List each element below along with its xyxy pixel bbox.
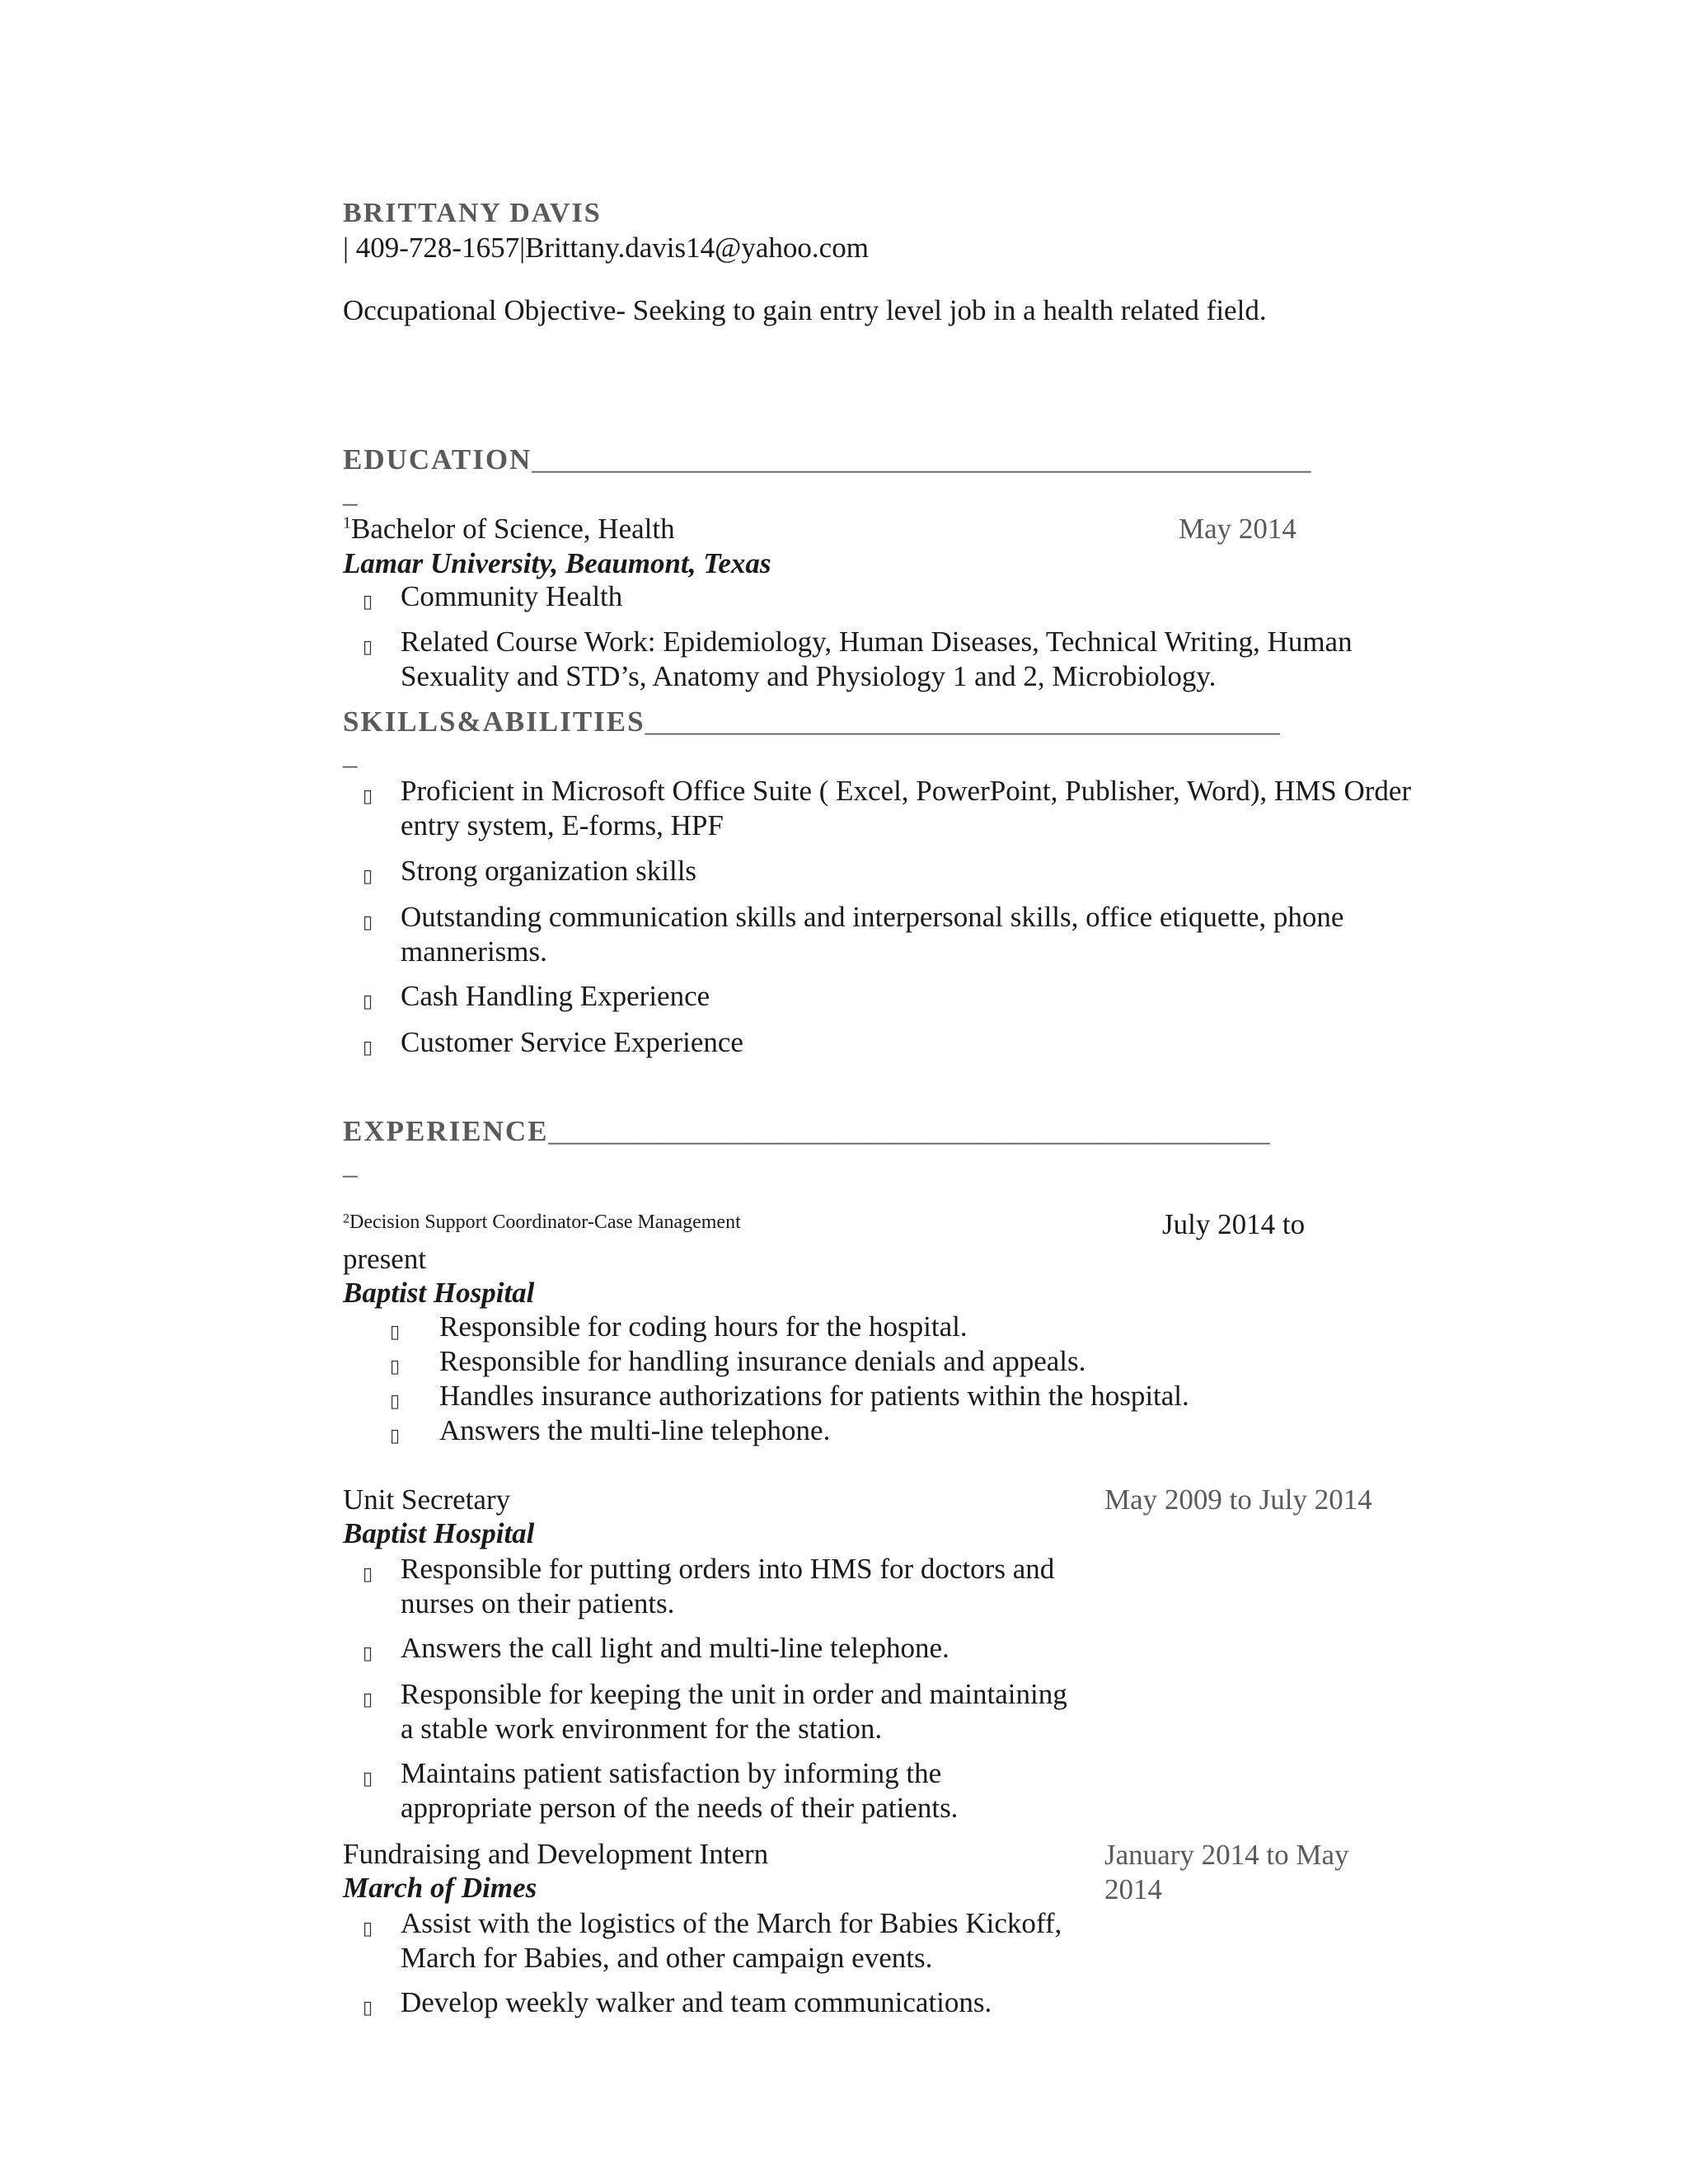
candidate-name: BRITTANY DAVIS [343,198,602,228]
job-date: May 2009 to July 2014 [1104,1483,1372,1516]
education-rule: ______________________________________________________ [532,443,1311,476]
job-organization: March of Dimes [343,1872,537,1904]
objective-line: Occupational Objective- Seeking to gain entry level job in a health related field. [343,294,1267,326]
job3-bullet-1: Assist with the logistics of the March for Babies Kickoff, March for Babies, and other campaign events. [401,1907,1062,1974]
job-title-line [343,1212,741,1234]
bullet-icon: ▯ [363,1643,373,1663]
job2-bullet-2: Answers the call light and multi-line telephone. [401,1632,950,1664]
job2-bullet-4: Maintains patient satisfaction by informing the appropriate person of the needs of their patients. [401,1757,959,1824]
bullet-icon: ▯ [363,591,373,612]
bullet-icon: ▯ [363,1918,373,1938]
job1-bullet-2: Responsible for handling insurance denials and appeals. [439,1345,1086,1377]
bullet-icon: ▯ [363,1563,373,1584]
contact-line: | 409-728-1657|Brittany.davis14@yahoo.com [343,232,869,264]
skills-bullet-1: Proficient in Microsoft Office Suite ( Excel, PowerPoint, Publisher, Word), HMS Order entry system, E-forms, HPF [401,775,1412,841]
bullet-icon: ▯ [390,1390,401,1411]
footnote-marker: 2 [343,1212,349,1226]
bullet-icon: ▯ [363,1997,373,2018]
job1-bullet-3: Handles insurance authorizations for patients within the hospital. [439,1380,1189,1412]
job-organization: Baptist Hospital [343,1517,535,1549]
bullet-icon: ▯ [363,912,373,932]
experience-rule: __________________________________________________ [548,1115,1270,1147]
skills-rule: ____________________________________________ [645,705,1280,738]
job-title: Unit Secretary [343,1483,511,1516]
job-title: Decision Support Coordinator-Case Management [349,1212,741,1233]
skills-bullet-4: Cash Handling Experience [401,980,710,1012]
school-name: Lamar University, Beaumont, Texas [343,547,771,579]
skills-bullet-3: Outstanding communication skills and interpersonal skills, office etiquette, phone mannerisms. [401,901,1344,968]
degree-line [343,513,675,546]
education-heading-row [343,443,1311,476]
job-organization: Baptist Hospital [343,1277,535,1309]
bullet-icon: ▯ [363,865,373,886]
education-bullet-2: Related Course Work: Epidemiology, Human Diseases, Technical Writing, Human Sexuality and STD’s, Anatomy and Physiology 1 and 2, Microbiology. [401,626,1353,692]
education-bullet-1: Community Health [401,580,623,612]
skills-rule-tail: _ [343,738,358,771]
footnote-marker: 1 [343,513,351,532]
bullet-icon: ▯ [363,1037,373,1057]
job1-bullet-4: Answers the multi-line telephone. [439,1414,831,1446]
bullet-icon: ▯ [363,1689,373,1709]
bullet-icon: ▯ [390,1321,401,1342]
education-rule-tail: _ [343,476,358,509]
bullet-icon: ▯ [390,1425,401,1446]
skills-bullet-2: Strong organization skills [401,855,697,887]
bullet-icon: ▯ [363,785,373,806]
bullet-icon: ▯ [363,991,373,1011]
job-date-continued: present [343,1243,427,1275]
job3-bullet-2: Develop weekly walker and team communications. [401,1986,992,2018]
job2-bullet-1: Responsible for putting orders into HMS for doctors and nurses on their patients. [401,1553,1055,1619]
experience-rule-tail: _ [343,1148,358,1180]
job-title: Fundraising and Development Intern [343,1838,769,1870]
experience-heading: EXPERIENCE [343,1115,549,1147]
skills-heading-row [343,705,1280,738]
job2-bullet-3: Responsible for keeping the unit in order and maintaining a stable work environment for the station. [401,1678,1067,1745]
skills-heading: SKILLS&ABILITIES [343,705,645,738]
bullet-icon: ▯ [363,1768,373,1788]
degree-title: Bachelor of Science, Health [351,513,675,545]
bullet-icon: ▯ [390,1356,401,1376]
job-date: January 2014 to May 2014 [1104,1839,1349,1905]
education-heading: EDUCATION [343,443,532,476]
job-date: July 2014 to [1162,1208,1306,1240]
experience-heading-row [343,1115,1269,1148]
bullet-icon: ▯ [363,636,373,657]
job1-bullet-1: Responsible for coding hours for the hospital. [439,1310,968,1343]
skills-bullet-5: Customer Service Experience [401,1026,743,1058]
degree-date: May 2014 [1179,513,1296,545]
